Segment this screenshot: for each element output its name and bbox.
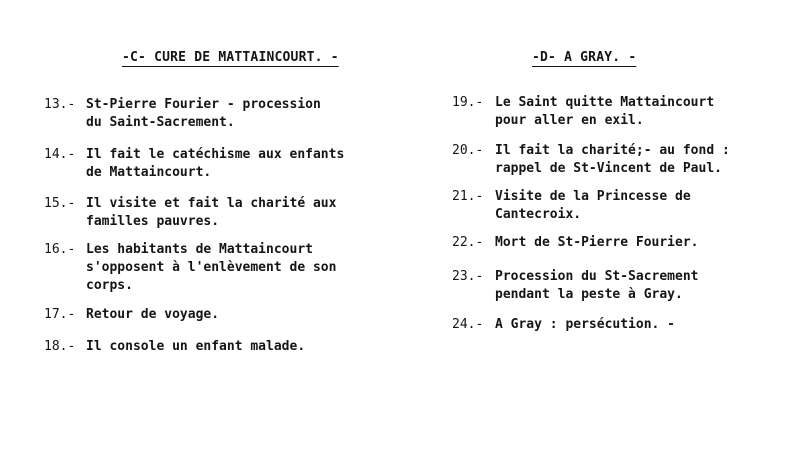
- entry-line: A Gray : persécution. -: [495, 317, 676, 332]
- section-heading-c: -C- CURE DE MATTAINCOURT. -: [122, 50, 339, 65]
- entry-line: de Mattaincourt.: [86, 165, 212, 180]
- entry-line: rappel de St-Vincent de Paul.: [495, 161, 722, 176]
- entry-line: Les habitants de Mattaincourt: [86, 242, 313, 257]
- entry-number: 16.-: [44, 242, 76, 257]
- entry-number: 19.-: [452, 95, 484, 110]
- entry-number: 18.-: [44, 339, 76, 354]
- entry-number: 15.-: [44, 196, 76, 211]
- entry-line: Le Saint quitte Mattaincourt: [495, 95, 715, 110]
- entry-line: Procession du St-Sacrement: [495, 269, 699, 284]
- entry-line: pour aller en exil.: [495, 113, 644, 128]
- entry-number: 20.-: [452, 143, 484, 158]
- entry-line: Mort de St-Pierre Fourier.: [495, 235, 699, 250]
- entry-number: 13.-: [44, 97, 76, 112]
- entry-line: du Saint-Sacrement.: [86, 115, 235, 130]
- entry-line: s'opposent à l'enlèvement de son: [86, 260, 337, 275]
- entry-number: 14.-: [44, 147, 76, 162]
- entry-line: Il fait le catéchisme aux enfants: [86, 147, 345, 162]
- entry-line: Il visite et fait la charité aux: [86, 196, 337, 211]
- entry-line: Visite de la Princesse de: [495, 189, 691, 204]
- entry-line: Il fait la charité;- au fond :: [495, 143, 730, 158]
- entry-number: 17.-: [44, 307, 76, 322]
- entry-line: pendant la peste à Gray.: [495, 287, 683, 302]
- entry-number: 21.-: [452, 189, 484, 204]
- entry-line: familles pauvres.: [86, 214, 220, 229]
- entry-line: Cantecroix.: [495, 207, 582, 222]
- entry-line: Il console un enfant malade.: [86, 339, 306, 354]
- entry-line: corps.: [86, 278, 133, 293]
- entry-number: 22.-: [452, 235, 484, 250]
- section-heading-d: -D- A GRAY. -: [532, 50, 637, 65]
- entry-line: St-Pierre Fourier - procession: [86, 97, 321, 112]
- entry-number: 24.-: [452, 317, 484, 332]
- entry-line: Retour de voyage.: [86, 307, 220, 322]
- entry-number: 23.-: [452, 269, 484, 284]
